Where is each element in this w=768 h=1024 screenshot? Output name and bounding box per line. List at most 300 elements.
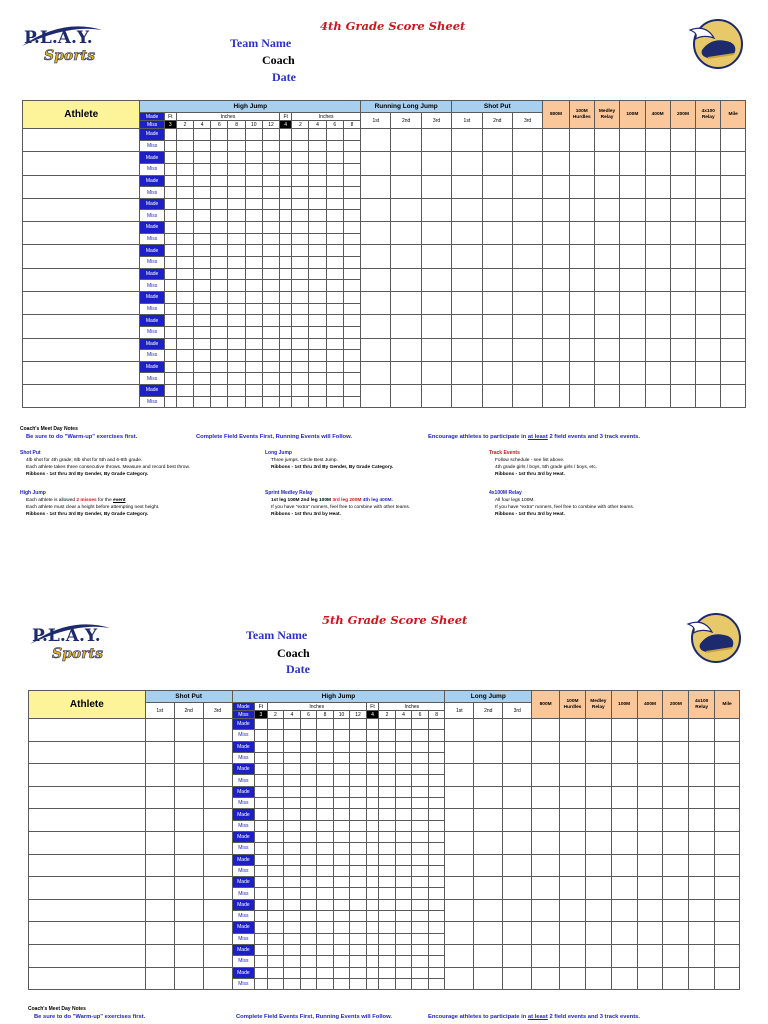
high-jump-cell[interactable] bbox=[333, 922, 350, 933]
high-jump-cell[interactable] bbox=[300, 933, 317, 944]
track-time-cell[interactable] bbox=[569, 175, 594, 198]
attempt-cell[interactable] bbox=[145, 944, 174, 967]
high-jump-cell[interactable] bbox=[395, 944, 412, 955]
high-jump-cell[interactable] bbox=[326, 361, 343, 373]
high-jump-cell[interactable] bbox=[245, 361, 262, 373]
high-jump-cell[interactable] bbox=[267, 741, 284, 752]
attempt-cell[interactable] bbox=[474, 922, 503, 945]
track-time-cell[interactable] bbox=[689, 922, 715, 945]
attempt-cell[interactable] bbox=[474, 831, 503, 854]
high-jump-cell[interactable] bbox=[164, 280, 176, 292]
track-time-cell[interactable] bbox=[670, 361, 695, 384]
high-jump-cell[interactable] bbox=[194, 291, 211, 303]
high-jump-cell[interactable] bbox=[412, 820, 429, 831]
high-jump-cell[interactable] bbox=[280, 129, 292, 141]
high-jump-cell[interactable] bbox=[333, 956, 350, 967]
track-time-cell[interactable] bbox=[543, 291, 569, 314]
attempt-cell[interactable] bbox=[482, 268, 512, 291]
high-jump-cell[interactable] bbox=[255, 831, 267, 842]
high-jump-cell[interactable] bbox=[292, 140, 309, 152]
high-jump-cell[interactable] bbox=[284, 786, 301, 797]
high-jump-cell[interactable] bbox=[395, 978, 412, 989]
attempt-cell[interactable] bbox=[503, 854, 532, 877]
high-jump-cell[interactable] bbox=[333, 741, 350, 752]
track-time-cell[interactable] bbox=[637, 764, 663, 787]
high-jump-cell[interactable] bbox=[280, 338, 292, 350]
track-time-cell[interactable] bbox=[594, 315, 619, 338]
high-jump-cell[interactable] bbox=[350, 888, 367, 899]
high-jump-cell[interactable] bbox=[164, 350, 176, 362]
track-time-cell[interactable] bbox=[560, 967, 586, 990]
attempt-cell[interactable] bbox=[421, 291, 451, 314]
attempt-cell[interactable] bbox=[203, 741, 232, 764]
high-jump-cell[interactable] bbox=[428, 865, 445, 876]
attempt-cell[interactable] bbox=[203, 944, 232, 967]
high-jump-cell[interactable] bbox=[176, 385, 193, 397]
high-jump-cell[interactable] bbox=[280, 291, 292, 303]
track-time-cell[interactable] bbox=[532, 764, 560, 787]
high-jump-cell[interactable] bbox=[428, 809, 445, 820]
track-time-cell[interactable] bbox=[721, 315, 746, 338]
high-jump-cell[interactable] bbox=[326, 326, 343, 338]
track-time-cell[interactable] bbox=[670, 175, 695, 198]
high-jump-cell[interactable] bbox=[309, 291, 326, 303]
track-time-cell[interactable] bbox=[543, 268, 569, 291]
track-time-cell[interactable] bbox=[594, 291, 619, 314]
high-jump-cell[interactable] bbox=[245, 129, 262, 141]
high-jump-cell[interactable] bbox=[176, 175, 193, 187]
high-jump-cell[interactable] bbox=[350, 944, 367, 955]
high-jump-cell[interactable] bbox=[428, 956, 445, 967]
high-jump-cell[interactable] bbox=[228, 245, 245, 257]
high-jump-cell[interactable] bbox=[284, 730, 301, 741]
attempt-cell[interactable] bbox=[482, 198, 512, 221]
high-jump-cell[interactable] bbox=[211, 175, 228, 187]
high-jump-cell[interactable] bbox=[211, 396, 228, 408]
athlete-name-cell[interactable] bbox=[29, 831, 146, 854]
attempt-cell[interactable] bbox=[174, 922, 203, 945]
high-jump-cell[interactable] bbox=[395, 877, 412, 888]
high-jump-cell[interactable] bbox=[284, 967, 301, 978]
high-jump-cell[interactable] bbox=[280, 326, 292, 338]
high-jump-cell[interactable] bbox=[245, 396, 262, 408]
high-jump-cell[interactable] bbox=[300, 719, 317, 730]
high-jump-cell[interactable] bbox=[262, 163, 279, 175]
high-jump-cell[interactable] bbox=[326, 303, 343, 315]
high-jump-cell[interactable] bbox=[255, 741, 267, 752]
track-time-cell[interactable] bbox=[645, 268, 670, 291]
attempt-cell[interactable] bbox=[361, 385, 391, 408]
high-jump-cell[interactable] bbox=[280, 303, 292, 315]
high-jump-cell[interactable] bbox=[366, 730, 378, 741]
high-jump-cell[interactable] bbox=[333, 764, 350, 775]
high-jump-cell[interactable] bbox=[176, 373, 193, 385]
high-jump-cell[interactable] bbox=[300, 820, 317, 831]
high-jump-cell[interactable] bbox=[428, 911, 445, 922]
track-time-cell[interactable] bbox=[663, 719, 689, 742]
high-jump-cell[interactable] bbox=[326, 280, 343, 292]
high-jump-cell[interactable] bbox=[176, 222, 193, 234]
high-jump-cell[interactable] bbox=[262, 350, 279, 362]
high-jump-cell[interactable] bbox=[228, 291, 245, 303]
high-jump-cell[interactable] bbox=[194, 257, 211, 269]
high-jump-cell[interactable] bbox=[255, 967, 267, 978]
high-jump-cell[interactable] bbox=[164, 315, 176, 327]
attempt-cell[interactable] bbox=[203, 967, 232, 990]
high-jump-cell[interactable] bbox=[379, 831, 396, 842]
high-jump-cell[interactable] bbox=[366, 854, 378, 865]
attempt-cell[interactable] bbox=[445, 719, 474, 742]
track-time-cell[interactable] bbox=[585, 922, 611, 945]
attempt-cell[interactable] bbox=[421, 385, 451, 408]
high-jump-cell[interactable] bbox=[267, 775, 284, 786]
high-jump-cell[interactable] bbox=[211, 210, 228, 222]
high-jump-cell[interactable] bbox=[228, 210, 245, 222]
high-jump-cell[interactable] bbox=[379, 865, 396, 876]
high-jump-cell[interactable] bbox=[366, 922, 378, 933]
high-jump-cell[interactable] bbox=[262, 373, 279, 385]
high-jump-cell[interactable] bbox=[245, 385, 262, 397]
high-jump-cell[interactable] bbox=[309, 245, 326, 257]
track-time-cell[interactable] bbox=[569, 222, 594, 245]
attempt-cell[interactable] bbox=[174, 944, 203, 967]
high-jump-cell[interactable] bbox=[343, 280, 360, 292]
attempt-cell[interactable] bbox=[452, 338, 482, 361]
high-jump-cell[interactable] bbox=[309, 198, 326, 210]
athlete-name-cell[interactable] bbox=[23, 222, 140, 245]
high-jump-cell[interactable] bbox=[228, 268, 245, 280]
high-jump-cell[interactable] bbox=[194, 396, 211, 408]
high-jump-cell[interactable] bbox=[412, 809, 429, 820]
high-jump-cell[interactable] bbox=[176, 187, 193, 199]
track-time-cell[interactable] bbox=[663, 831, 689, 854]
high-jump-cell[interactable] bbox=[292, 198, 309, 210]
high-jump-cell[interactable] bbox=[255, 843, 267, 854]
track-time-cell[interactable] bbox=[715, 764, 740, 787]
attempt-cell[interactable] bbox=[474, 741, 503, 764]
high-jump-cell[interactable] bbox=[228, 280, 245, 292]
track-time-cell[interactable] bbox=[721, 198, 746, 221]
high-jump-cell[interactable] bbox=[176, 210, 193, 222]
attempt-cell[interactable] bbox=[361, 222, 391, 245]
high-jump-cell[interactable] bbox=[280, 245, 292, 257]
high-jump-cell[interactable] bbox=[267, 719, 284, 730]
high-jump-cell[interactable] bbox=[245, 163, 262, 175]
high-jump-cell[interactable] bbox=[428, 967, 445, 978]
high-jump-cell[interactable] bbox=[262, 210, 279, 222]
track-time-cell[interactable] bbox=[611, 719, 637, 742]
high-jump-cell[interactable] bbox=[412, 752, 429, 763]
high-jump-cell[interactable] bbox=[428, 944, 445, 955]
high-jump-cell[interactable] bbox=[412, 877, 429, 888]
track-time-cell[interactable] bbox=[543, 129, 569, 152]
high-jump-cell[interactable] bbox=[228, 385, 245, 397]
high-jump-cell[interactable] bbox=[412, 978, 429, 989]
attempt-cell[interactable] bbox=[421, 129, 451, 152]
high-jump-cell[interactable] bbox=[211, 350, 228, 362]
high-jump-cell[interactable] bbox=[350, 809, 367, 820]
high-jump-cell[interactable] bbox=[326, 187, 343, 199]
high-jump-cell[interactable] bbox=[267, 752, 284, 763]
high-jump-cell[interactable] bbox=[379, 933, 396, 944]
high-jump-cell[interactable] bbox=[428, 843, 445, 854]
attempt-cell[interactable] bbox=[512, 222, 542, 245]
high-jump-cell[interactable] bbox=[245, 175, 262, 187]
high-jump-cell[interactable] bbox=[211, 129, 228, 141]
high-jump-cell[interactable] bbox=[379, 967, 396, 978]
attempt-cell[interactable] bbox=[503, 831, 532, 854]
high-jump-cell[interactable] bbox=[343, 350, 360, 362]
high-jump-cell[interactable] bbox=[284, 843, 301, 854]
high-jump-cell[interactable] bbox=[164, 361, 176, 373]
attempt-cell[interactable] bbox=[391, 385, 421, 408]
high-jump-cell[interactable] bbox=[326, 163, 343, 175]
high-jump-cell[interactable] bbox=[343, 396, 360, 408]
high-jump-cell[interactable] bbox=[379, 888, 396, 899]
track-time-cell[interactable] bbox=[611, 831, 637, 854]
high-jump-cell[interactable] bbox=[333, 854, 350, 865]
high-jump-cell[interactable] bbox=[262, 233, 279, 245]
attempt-cell[interactable] bbox=[452, 361, 482, 384]
high-jump-cell[interactable] bbox=[245, 222, 262, 234]
high-jump-cell[interactable] bbox=[164, 303, 176, 315]
track-time-cell[interactable] bbox=[532, 967, 560, 990]
high-jump-cell[interactable] bbox=[284, 899, 301, 910]
high-jump-cell[interactable] bbox=[379, 911, 396, 922]
attempt-cell[interactable] bbox=[421, 175, 451, 198]
track-time-cell[interactable] bbox=[585, 809, 611, 832]
high-jump-cell[interactable] bbox=[379, 798, 396, 809]
high-jump-cell[interactable] bbox=[343, 338, 360, 350]
track-time-cell[interactable] bbox=[670, 315, 695, 338]
high-jump-cell[interactable] bbox=[284, 752, 301, 763]
attempt-cell[interactable] bbox=[174, 809, 203, 832]
attempt-cell[interactable] bbox=[391, 291, 421, 314]
high-jump-cell[interactable] bbox=[245, 198, 262, 210]
high-jump-cell[interactable] bbox=[176, 303, 193, 315]
high-jump-cell[interactable] bbox=[395, 775, 412, 786]
high-jump-cell[interactable] bbox=[326, 140, 343, 152]
track-time-cell[interactable] bbox=[645, 338, 670, 361]
high-jump-cell[interactable] bbox=[245, 268, 262, 280]
track-time-cell[interactable] bbox=[560, 809, 586, 832]
high-jump-cell[interactable] bbox=[379, 730, 396, 741]
high-jump-cell[interactable] bbox=[317, 798, 334, 809]
high-jump-cell[interactable] bbox=[379, 877, 396, 888]
track-time-cell[interactable] bbox=[637, 786, 663, 809]
high-jump-cell[interactable] bbox=[395, 899, 412, 910]
high-jump-cell[interactable] bbox=[428, 798, 445, 809]
track-time-cell[interactable] bbox=[645, 198, 670, 221]
high-jump-cell[interactable] bbox=[379, 719, 396, 730]
track-time-cell[interactable] bbox=[532, 922, 560, 945]
high-jump-cell[interactable] bbox=[211, 245, 228, 257]
high-jump-cell[interactable] bbox=[366, 764, 378, 775]
high-jump-cell[interactable] bbox=[176, 129, 193, 141]
high-jump-cell[interactable] bbox=[379, 820, 396, 831]
high-jump-cell[interactable] bbox=[333, 752, 350, 763]
track-time-cell[interactable] bbox=[715, 741, 740, 764]
high-jump-cell[interactable] bbox=[395, 956, 412, 967]
high-jump-cell[interactable] bbox=[366, 956, 378, 967]
track-time-cell[interactable] bbox=[594, 198, 619, 221]
high-jump-cell[interactable] bbox=[309, 361, 326, 373]
high-jump-cell[interactable] bbox=[333, 809, 350, 820]
athlete-name-cell[interactable] bbox=[29, 967, 146, 990]
high-jump-cell[interactable] bbox=[412, 854, 429, 865]
track-time-cell[interactable] bbox=[696, 315, 721, 338]
high-jump-cell[interactable] bbox=[395, 764, 412, 775]
attempt-cell[interactable] bbox=[174, 764, 203, 787]
high-jump-cell[interactable] bbox=[211, 140, 228, 152]
high-jump-cell[interactable] bbox=[280, 268, 292, 280]
track-time-cell[interactable] bbox=[543, 315, 569, 338]
high-jump-cell[interactable] bbox=[176, 350, 193, 362]
high-jump-cell[interactable] bbox=[395, 854, 412, 865]
attempt-cell[interactable] bbox=[503, 899, 532, 922]
high-jump-cell[interactable] bbox=[428, 922, 445, 933]
high-jump-cell[interactable] bbox=[366, 820, 378, 831]
attempt-cell[interactable] bbox=[445, 877, 474, 900]
high-jump-cell[interactable] bbox=[228, 222, 245, 234]
high-jump-cell[interactable] bbox=[350, 854, 367, 865]
attempt-cell[interactable] bbox=[174, 786, 203, 809]
high-jump-cell[interactable] bbox=[395, 843, 412, 854]
high-jump-cell[interactable] bbox=[379, 899, 396, 910]
high-jump-cell[interactable] bbox=[317, 854, 334, 865]
athlete-name-cell[interactable] bbox=[23, 385, 140, 408]
athlete-name-cell[interactable] bbox=[29, 944, 146, 967]
track-time-cell[interactable] bbox=[620, 152, 645, 175]
track-time-cell[interactable] bbox=[543, 361, 569, 384]
high-jump-cell[interactable] bbox=[262, 245, 279, 257]
high-jump-cell[interactable] bbox=[343, 198, 360, 210]
high-jump-cell[interactable] bbox=[309, 350, 326, 362]
attempt-cell[interactable] bbox=[421, 222, 451, 245]
high-jump-cell[interactable] bbox=[262, 257, 279, 269]
track-time-cell[interactable] bbox=[670, 245, 695, 268]
high-jump-cell[interactable] bbox=[255, 911, 267, 922]
attempt-cell[interactable] bbox=[474, 877, 503, 900]
attempt-cell[interactable] bbox=[145, 741, 174, 764]
high-jump-cell[interactable] bbox=[164, 257, 176, 269]
high-jump-cell[interactable] bbox=[350, 911, 367, 922]
high-jump-cell[interactable] bbox=[176, 140, 193, 152]
high-jump-cell[interactable] bbox=[428, 786, 445, 797]
attempt-cell[interactable] bbox=[445, 786, 474, 809]
track-time-cell[interactable] bbox=[721, 338, 746, 361]
attempt-cell[interactable] bbox=[203, 786, 232, 809]
high-jump-cell[interactable] bbox=[428, 820, 445, 831]
track-time-cell[interactable] bbox=[594, 222, 619, 245]
track-time-cell[interactable] bbox=[663, 899, 689, 922]
athlete-name-cell[interactable] bbox=[23, 361, 140, 384]
track-time-cell[interactable] bbox=[670, 385, 695, 408]
attempt-cell[interactable] bbox=[445, 899, 474, 922]
high-jump-cell[interactable] bbox=[412, 944, 429, 955]
high-jump-cell[interactable] bbox=[428, 730, 445, 741]
track-time-cell[interactable] bbox=[560, 899, 586, 922]
high-jump-cell[interactable] bbox=[428, 741, 445, 752]
track-time-cell[interactable] bbox=[611, 741, 637, 764]
high-jump-cell[interactable] bbox=[395, 741, 412, 752]
high-jump-cell[interactable] bbox=[343, 233, 360, 245]
track-time-cell[interactable] bbox=[689, 877, 715, 900]
high-jump-cell[interactable] bbox=[343, 257, 360, 269]
high-jump-cell[interactable] bbox=[228, 350, 245, 362]
track-time-cell[interactable] bbox=[715, 877, 740, 900]
track-time-cell[interactable] bbox=[696, 175, 721, 198]
high-jump-cell[interactable] bbox=[164, 385, 176, 397]
high-jump-cell[interactable] bbox=[350, 752, 367, 763]
high-jump-cell[interactable] bbox=[300, 956, 317, 967]
high-jump-cell[interactable] bbox=[211, 361, 228, 373]
track-time-cell[interactable] bbox=[721, 245, 746, 268]
track-time-cell[interactable] bbox=[696, 338, 721, 361]
high-jump-cell[interactable] bbox=[379, 741, 396, 752]
track-time-cell[interactable] bbox=[637, 944, 663, 967]
high-jump-cell[interactable] bbox=[300, 922, 317, 933]
track-time-cell[interactable] bbox=[594, 152, 619, 175]
attempt-cell[interactable] bbox=[474, 944, 503, 967]
high-jump-cell[interactable] bbox=[245, 152, 262, 164]
track-time-cell[interactable] bbox=[569, 385, 594, 408]
track-time-cell[interactable] bbox=[611, 786, 637, 809]
high-jump-cell[interactable] bbox=[309, 268, 326, 280]
track-time-cell[interactable] bbox=[585, 719, 611, 742]
attempt-cell[interactable] bbox=[174, 719, 203, 742]
high-jump-cell[interactable] bbox=[228, 373, 245, 385]
track-time-cell[interactable] bbox=[532, 877, 560, 900]
high-jump-cell[interactable] bbox=[428, 719, 445, 730]
high-jump-cell[interactable] bbox=[300, 786, 317, 797]
track-time-cell[interactable] bbox=[532, 719, 560, 742]
high-jump-cell[interactable] bbox=[326, 373, 343, 385]
attempt-cell[interactable] bbox=[174, 967, 203, 990]
attempt-cell[interactable] bbox=[445, 741, 474, 764]
attempt-cell[interactable] bbox=[145, 922, 174, 945]
high-jump-cell[interactable] bbox=[428, 854, 445, 865]
attempt-cell[interactable] bbox=[452, 129, 482, 152]
track-time-cell[interactable] bbox=[689, 899, 715, 922]
high-jump-cell[interactable] bbox=[292, 326, 309, 338]
high-jump-cell[interactable] bbox=[245, 233, 262, 245]
high-jump-cell[interactable] bbox=[280, 210, 292, 222]
track-time-cell[interactable] bbox=[715, 831, 740, 854]
track-time-cell[interactable] bbox=[696, 361, 721, 384]
high-jump-cell[interactable] bbox=[412, 786, 429, 797]
track-time-cell[interactable] bbox=[721, 361, 746, 384]
track-time-cell[interactable] bbox=[569, 245, 594, 268]
high-jump-cell[interactable] bbox=[280, 152, 292, 164]
high-jump-cell[interactable] bbox=[292, 385, 309, 397]
track-time-cell[interactable] bbox=[670, 291, 695, 314]
high-jump-cell[interactable] bbox=[412, 956, 429, 967]
attempt-cell[interactable] bbox=[503, 922, 532, 945]
high-jump-cell[interactable] bbox=[309, 257, 326, 269]
high-jump-cell[interactable] bbox=[284, 944, 301, 955]
high-jump-cell[interactable] bbox=[284, 978, 301, 989]
high-jump-cell[interactable] bbox=[343, 129, 360, 141]
track-time-cell[interactable] bbox=[696, 291, 721, 314]
high-jump-cell[interactable] bbox=[366, 786, 378, 797]
high-jump-cell[interactable] bbox=[309, 373, 326, 385]
attempt-cell[interactable] bbox=[145, 967, 174, 990]
track-time-cell[interactable] bbox=[715, 719, 740, 742]
high-jump-cell[interactable] bbox=[211, 315, 228, 327]
athlete-name-cell[interactable] bbox=[29, 719, 146, 742]
attempt-cell[interactable] bbox=[445, 854, 474, 877]
